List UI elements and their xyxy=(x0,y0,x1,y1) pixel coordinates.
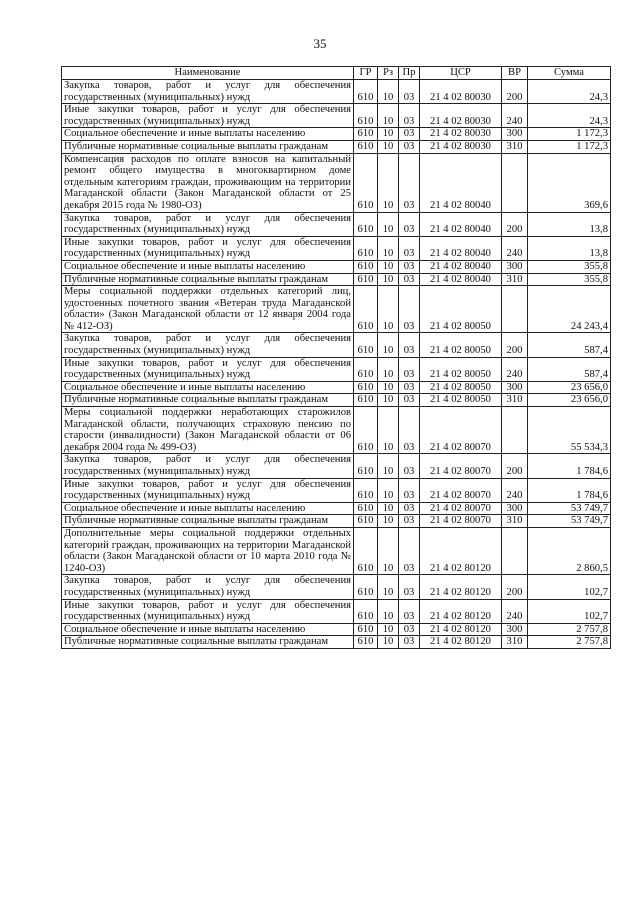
table-row xyxy=(62,381,611,394)
cell-name: Закупка товаров, работ и услуг для обеспечения государственных (муниципальных) нужд xyxy=(62,212,354,236)
cell-vr: 200 xyxy=(502,212,528,236)
cell-csr: 21 4 02 80050 xyxy=(420,286,502,333)
cell-name: Меры социальной поддержки неработающих старожилов Магаданской области, получающих страховую пенсию по старости (инвалидности) (Закон Магаданской области от 06 декабря 2004 года № 499-ОЗ) xyxy=(62,407,354,454)
cell-sum: 1 172,3 xyxy=(528,128,611,141)
cell-rz: 10 xyxy=(378,454,399,478)
cell-csr: 21 4 02 80070 xyxy=(420,515,502,528)
cell-csr: 21 4 02 80120 xyxy=(420,599,502,623)
table-row xyxy=(62,502,611,515)
cell-name: Публичные нормативные социальные выплаты гражданам xyxy=(62,140,354,153)
cell-vr: 200 xyxy=(502,333,528,357)
cell-vr xyxy=(502,407,528,454)
cell-csr: 21 4 02 80120 xyxy=(420,527,502,574)
cell-csr: 21 4 02 80050 xyxy=(420,333,502,357)
cell-rz: 10 xyxy=(378,381,399,394)
cell-vr: 200 xyxy=(502,80,528,104)
table-row xyxy=(62,273,611,286)
header-name: Наименование xyxy=(62,67,354,80)
cell-sum: 1 172,3 xyxy=(528,140,611,153)
cell-sum: 587,4 xyxy=(528,357,611,381)
cell-pr: 03 xyxy=(399,502,420,515)
cell-pr: 03 xyxy=(399,636,420,649)
table-row xyxy=(62,357,611,381)
cell-vr: 200 xyxy=(502,575,528,599)
cell-gr: 610 xyxy=(354,502,378,515)
cell-name: Закупка товаров, работ и услуг для обеспечения государственных (муниципальных) нужд xyxy=(62,80,354,104)
table-row xyxy=(62,236,611,260)
cell-sum: 24 243,4 xyxy=(528,286,611,333)
cell-gr: 610 xyxy=(354,527,378,574)
cell-rz: 10 xyxy=(378,623,399,636)
cell-name: Иные закупки товаров, работ и услуг для обеспечения государственных (муниципальных) нужд xyxy=(62,599,354,623)
cell-gr: 610 xyxy=(354,599,378,623)
cell-name: Публичные нормативные социальные выплаты гражданам xyxy=(62,636,354,649)
cell-pr: 03 xyxy=(399,478,420,502)
cell-sum: 23 656,0 xyxy=(528,381,611,394)
cell-pr: 03 xyxy=(399,357,420,381)
cell-rz: 10 xyxy=(378,128,399,141)
cell-csr: 21 4 02 80030 xyxy=(420,104,502,128)
table-row xyxy=(62,454,611,478)
cell-gr: 610 xyxy=(354,273,378,286)
cell-name: Социальное обеспечение и иные выплаты населению xyxy=(62,502,354,515)
cell-sum: 24,3 xyxy=(528,80,611,104)
cell-csr: 21 4 02 80120 xyxy=(420,575,502,599)
cell-csr: 21 4 02 80030 xyxy=(420,128,502,141)
table-row xyxy=(62,212,611,236)
cell-gr: 610 xyxy=(354,381,378,394)
cell-sum: 55 534,3 xyxy=(528,407,611,454)
cell-sum: 53 749,7 xyxy=(528,502,611,515)
cell-gr: 610 xyxy=(354,140,378,153)
table-header-row xyxy=(62,67,611,80)
cell-pr: 03 xyxy=(399,381,420,394)
cell-rz: 10 xyxy=(378,394,399,407)
cell-rz: 10 xyxy=(378,260,399,273)
cell-name: Иные закупки товаров, работ и услуг для обеспечения государственных (муниципальных) нужд xyxy=(62,478,354,502)
cell-sum: 102,7 xyxy=(528,575,611,599)
cell-vr xyxy=(502,286,528,333)
cell-vr: 300 xyxy=(502,502,528,515)
table-row xyxy=(62,104,611,128)
cell-gr: 610 xyxy=(354,515,378,528)
cell-sum: 355,8 xyxy=(528,260,611,273)
cell-vr: 310 xyxy=(502,140,528,153)
cell-csr: 21 4 02 80050 xyxy=(420,381,502,394)
cell-rz: 10 xyxy=(378,286,399,333)
table-row xyxy=(62,260,611,273)
cell-vr xyxy=(502,527,528,574)
cell-csr: 21 4 02 80040 xyxy=(420,260,502,273)
cell-pr: 03 xyxy=(399,599,420,623)
cell-rz: 10 xyxy=(378,527,399,574)
cell-name: Публичные нормативные социальные выплаты гражданам xyxy=(62,273,354,286)
cell-pr: 03 xyxy=(399,407,420,454)
cell-rz: 10 xyxy=(378,273,399,286)
cell-gr: 610 xyxy=(354,623,378,636)
cell-csr: 21 4 02 80120 xyxy=(420,623,502,636)
cell-csr: 21 4 02 80120 xyxy=(420,636,502,649)
table-row xyxy=(62,636,611,649)
cell-rz: 10 xyxy=(378,80,399,104)
cell-pr: 03 xyxy=(399,515,420,528)
cell-rz: 10 xyxy=(378,357,399,381)
cell-name: Публичные нормативные социальные выплаты гражданам xyxy=(62,394,354,407)
cell-gr: 610 xyxy=(354,286,378,333)
cell-pr: 03 xyxy=(399,128,420,141)
cell-csr: 21 4 02 80050 xyxy=(420,394,502,407)
cell-rz: 10 xyxy=(378,599,399,623)
cell-sum: 2 757,8 xyxy=(528,623,611,636)
cell-csr: 21 4 02 80030 xyxy=(420,80,502,104)
cell-sum: 13,8 xyxy=(528,212,611,236)
table-row xyxy=(62,286,611,333)
cell-gr: 610 xyxy=(354,454,378,478)
table-row xyxy=(62,407,611,454)
table-row xyxy=(62,599,611,623)
cell-vr: 240 xyxy=(502,236,528,260)
cell-gr: 610 xyxy=(354,478,378,502)
cell-csr: 21 4 02 80040 xyxy=(420,236,502,260)
header-vr: ВР xyxy=(502,67,528,80)
page-number: 35 xyxy=(313,36,327,51)
cell-gr: 610 xyxy=(354,104,378,128)
cell-name: Дополнительные меры социальной поддержки отдельных категорий граждан, проживающих на территории Магаданской области (Закон Магаданской области от 10 марта 2010 года № 1240-ОЗ) xyxy=(62,527,354,574)
cell-pr: 03 xyxy=(399,140,420,153)
cell-sum: 369,6 xyxy=(528,153,611,212)
cell-gr: 610 xyxy=(354,260,378,273)
cell-rz: 10 xyxy=(378,140,399,153)
cell-name: Иные закупки товаров, работ и услуг для обеспечения государственных (муниципальных) нужд xyxy=(62,236,354,260)
cell-name: Социальное обеспечение и иные выплаты населению xyxy=(62,623,354,636)
cell-pr: 03 xyxy=(399,575,420,599)
cell-gr: 610 xyxy=(354,80,378,104)
cell-name: Закупка товаров, работ и услуг для обеспечения государственных (муниципальных) нужд xyxy=(62,575,354,599)
cell-vr: 200 xyxy=(502,454,528,478)
cell-name: Социальное обеспечение и иные выплаты населению xyxy=(62,381,354,394)
table-row xyxy=(62,478,611,502)
cell-sum: 2 757,8 xyxy=(528,636,611,649)
cell-gr: 610 xyxy=(354,636,378,649)
budget-table xyxy=(61,66,611,649)
cell-vr: 300 xyxy=(502,381,528,394)
cell-pr: 03 xyxy=(399,527,420,574)
cell-gr: 610 xyxy=(354,394,378,407)
cell-sum: 1 784,6 xyxy=(528,478,611,502)
cell-name: Публичные нормативные социальные выплаты гражданам xyxy=(62,515,354,528)
cell-csr: 21 4 02 80030 xyxy=(420,140,502,153)
header-pr: Пр xyxy=(399,67,420,80)
cell-name: Иные закупки товаров, работ и услуг для обеспечения государственных (муниципальных) нужд xyxy=(62,104,354,128)
cell-name: Компенсация расходов по оплате взносов на капитальный ремонт общего имущества в многоквартирном доме отдельным категориям граждан, проживающим на территории Магаданской области (Закон Магаданской области от 25 декабря 2015 года № 1980-ОЗ) xyxy=(62,153,354,212)
cell-pr: 03 xyxy=(399,260,420,273)
cell-rz: 10 xyxy=(378,478,399,502)
cell-gr: 610 xyxy=(354,236,378,260)
cell-rz: 10 xyxy=(378,153,399,212)
cell-rz: 10 xyxy=(378,515,399,528)
cell-sum: 587,4 xyxy=(528,333,611,357)
cell-csr: 21 4 02 80040 xyxy=(420,273,502,286)
table-row xyxy=(62,153,611,212)
cell-csr: 21 4 02 80070 xyxy=(420,407,502,454)
cell-rz: 10 xyxy=(378,502,399,515)
cell-pr: 03 xyxy=(399,104,420,128)
cell-vr: 310 xyxy=(502,636,528,649)
cell-rz: 10 xyxy=(378,636,399,649)
table-row xyxy=(62,394,611,407)
cell-gr: 610 xyxy=(354,212,378,236)
cell-name: Меры социальной поддержки отдельных категорий лиц, удостоенных почетного звания «Ветеран труда Магаданской области» (Закон Магаданской области от 12 января 2004 года № 412-ОЗ) xyxy=(62,286,354,333)
cell-rz: 10 xyxy=(378,575,399,599)
cell-vr: 240 xyxy=(502,599,528,623)
cell-gr: 610 xyxy=(354,575,378,599)
cell-sum: 355,8 xyxy=(528,273,611,286)
table-row xyxy=(62,128,611,141)
cell-vr: 310 xyxy=(502,273,528,286)
cell-pr: 03 xyxy=(399,394,420,407)
cell-pr: 03 xyxy=(399,80,420,104)
table-row xyxy=(62,527,611,574)
cell-vr: 300 xyxy=(502,260,528,273)
cell-vr: 310 xyxy=(502,515,528,528)
cell-vr: 310 xyxy=(502,394,528,407)
cell-rz: 10 xyxy=(378,236,399,260)
cell-csr: 21 4 02 80070 xyxy=(420,502,502,515)
cell-pr: 03 xyxy=(399,212,420,236)
cell-vr: 240 xyxy=(502,357,528,381)
header-sum: Сумма xyxy=(528,67,611,80)
cell-rz: 10 xyxy=(378,333,399,357)
cell-pr: 03 xyxy=(399,333,420,357)
cell-pr: 03 xyxy=(399,273,420,286)
cell-sum: 53 749,7 xyxy=(528,515,611,528)
cell-name: Иные закупки товаров, работ и услуг для обеспечения государственных (муниципальных) нужд xyxy=(62,357,354,381)
cell-gr: 610 xyxy=(354,153,378,212)
cell-pr: 03 xyxy=(399,153,420,212)
table-row xyxy=(62,623,611,636)
cell-pr: 03 xyxy=(399,623,420,636)
cell-name: Закупка товаров, работ и услуг для обеспечения государственных (муниципальных) нужд xyxy=(62,333,354,357)
cell-vr xyxy=(502,153,528,212)
cell-pr: 03 xyxy=(399,454,420,478)
cell-sum: 23 656,0 xyxy=(528,394,611,407)
cell-name: Социальное обеспечение и иные выплаты населению xyxy=(62,260,354,273)
cell-csr: 21 4 02 80050 xyxy=(420,357,502,381)
cell-sum: 102,7 xyxy=(528,599,611,623)
cell-sum: 13,8 xyxy=(528,236,611,260)
cell-csr: 21 4 02 80070 xyxy=(420,478,502,502)
cell-sum: 2 860,5 xyxy=(528,527,611,574)
table-row xyxy=(62,515,611,528)
cell-pr: 03 xyxy=(399,286,420,333)
cell-rz: 10 xyxy=(378,104,399,128)
cell-name: Социальное обеспечение и иные выплаты населению xyxy=(62,128,354,141)
header-csr: ЦСР xyxy=(420,67,502,80)
cell-rz: 10 xyxy=(378,407,399,454)
cell-csr: 21 4 02 80040 xyxy=(420,212,502,236)
cell-gr: 610 xyxy=(354,333,378,357)
table-row xyxy=(62,140,611,153)
cell-gr: 610 xyxy=(354,128,378,141)
cell-gr: 610 xyxy=(354,357,378,381)
table-row xyxy=(62,80,611,104)
cell-rz: 10 xyxy=(378,212,399,236)
cell-vr: 240 xyxy=(502,478,528,502)
cell-vr: 300 xyxy=(502,623,528,636)
cell-csr: 21 4 02 80070 xyxy=(420,454,502,478)
cell-sum: 24,3 xyxy=(528,104,611,128)
cell-csr: 21 4 02 80040 xyxy=(420,153,502,212)
cell-sum: 1 784,6 xyxy=(528,454,611,478)
header-rz: Рз xyxy=(378,67,399,80)
table-row xyxy=(62,333,611,357)
header-gr: ГР xyxy=(354,67,378,80)
table-row xyxy=(62,575,611,599)
cell-vr: 240 xyxy=(502,104,528,128)
cell-pr: 03 xyxy=(399,236,420,260)
cell-vr: 300 xyxy=(502,128,528,141)
cell-gr: 610 xyxy=(354,407,378,454)
cell-name: Закупка товаров, работ и услуг для обеспечения государственных (муниципальных) нужд xyxy=(62,454,354,478)
